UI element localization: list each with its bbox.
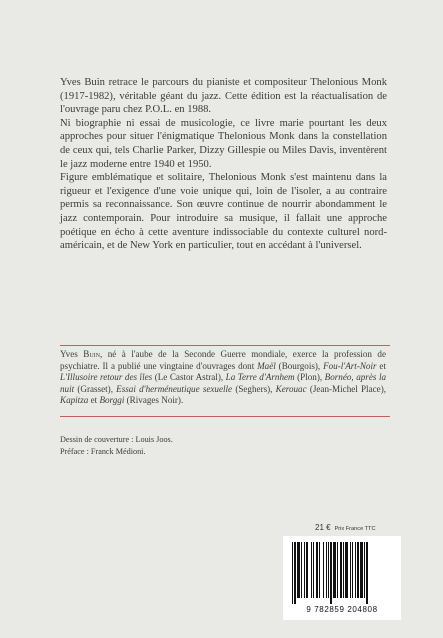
blurb bbox=[60, 76, 387, 253]
author-first-name: Yves bbox=[60, 349, 84, 359]
price-value: 21 € bbox=[315, 523, 331, 532]
bio-text: (Le Castor Astral), bbox=[152, 372, 226, 383]
bio-text: (Grasset), bbox=[74, 383, 117, 394]
bio-text: (Bourgois), bbox=[275, 360, 324, 371]
bio-text: et bbox=[88, 395, 100, 406]
book-title: Kerouac bbox=[275, 383, 307, 394]
book-title: Essai d'herméneutique sexuelle bbox=[116, 383, 233, 394]
barcode-area bbox=[283, 522, 401, 620]
price-note: Prix France TTC bbox=[334, 526, 376, 532]
bio-text: et bbox=[376, 360, 386, 371]
book-title: Bornéo, après la nuit bbox=[60, 372, 387, 394]
divider-top bbox=[60, 345, 390, 346]
bio-text: (Seghers), bbox=[232, 383, 276, 394]
bio-text: (Rivages Noir). bbox=[124, 395, 184, 406]
blurb-paragraph-1: Yves Buin retrace le parcours du pianiste et compositeur Thelonious Monk (1917-1982), véritable géant du jazz. Cette édition est la réactualisation de l'ouvrage paru chez P.O.L. en 1988. bbox=[60, 77, 387, 116]
barcode bbox=[283, 536, 401, 620]
divider-bottom bbox=[60, 416, 390, 417]
author-last-name: Buin bbox=[83, 349, 100, 359]
book-title: Kapitza bbox=[60, 395, 89, 406]
book-title: Fou-l'Art-Noir bbox=[323, 360, 377, 371]
blurb-paragraph-3: Figure emblématique et solitaire, Thelonious Monk s'est maintenu dans la rigueur et l'exigence d'une voie unique qui, loin de l'isoler, a au contraire permis sa reconnaissance. Son œuvre continue de nourrir abondamment le jazz contemporain. Pour introduire sa musique, il fallait une approche poétique en écho à cette aventure indissociable du contexte culturel nord-américain, et de New York en particulier, tout en accédant à l'universel. bbox=[60, 172, 387, 252]
book-title: Borggi bbox=[99, 395, 125, 406]
author-bio-text bbox=[60, 349, 386, 407]
preface-credit: Préface : Franck Médioni. bbox=[60, 446, 146, 456]
book-title: Maël bbox=[257, 360, 276, 371]
price bbox=[315, 522, 401, 534]
bio-text: (Plon), bbox=[294, 372, 325, 383]
bio-text: , né à l'aube de la Seconde Guerre mondiale, exerce la profession de psychiatre. Il a publié une vingtaine d'ouvrages dont bbox=[60, 349, 386, 371]
bio-text: (Jean-Michel Place), bbox=[306, 383, 386, 394]
barcode-bars bbox=[291, 542, 393, 604]
book-title: La Terre d'Arnhem bbox=[225, 372, 295, 383]
cover-credit: Dessin de couverture : Louis Joos. bbox=[60, 435, 173, 444]
book-title: L'Illusoire retour des îles bbox=[60, 372, 153, 383]
blurb-paragraph-2: Ni biographie ni essai de musicologie, ce livre marie pourtant les deux approches pour situer l'énigmatique Thelonious Monk dans la constellation de ceux qui, tels Charlie Parker, Dizzy Gillespie ou Miles Davis, inventèrent le jazz moderne entre 1940 et 1950. bbox=[60, 117, 387, 170]
author-bio bbox=[60, 349, 386, 407]
isbn-number: 9 782859 204808 bbox=[306, 605, 378, 614]
credits bbox=[60, 434, 360, 457]
